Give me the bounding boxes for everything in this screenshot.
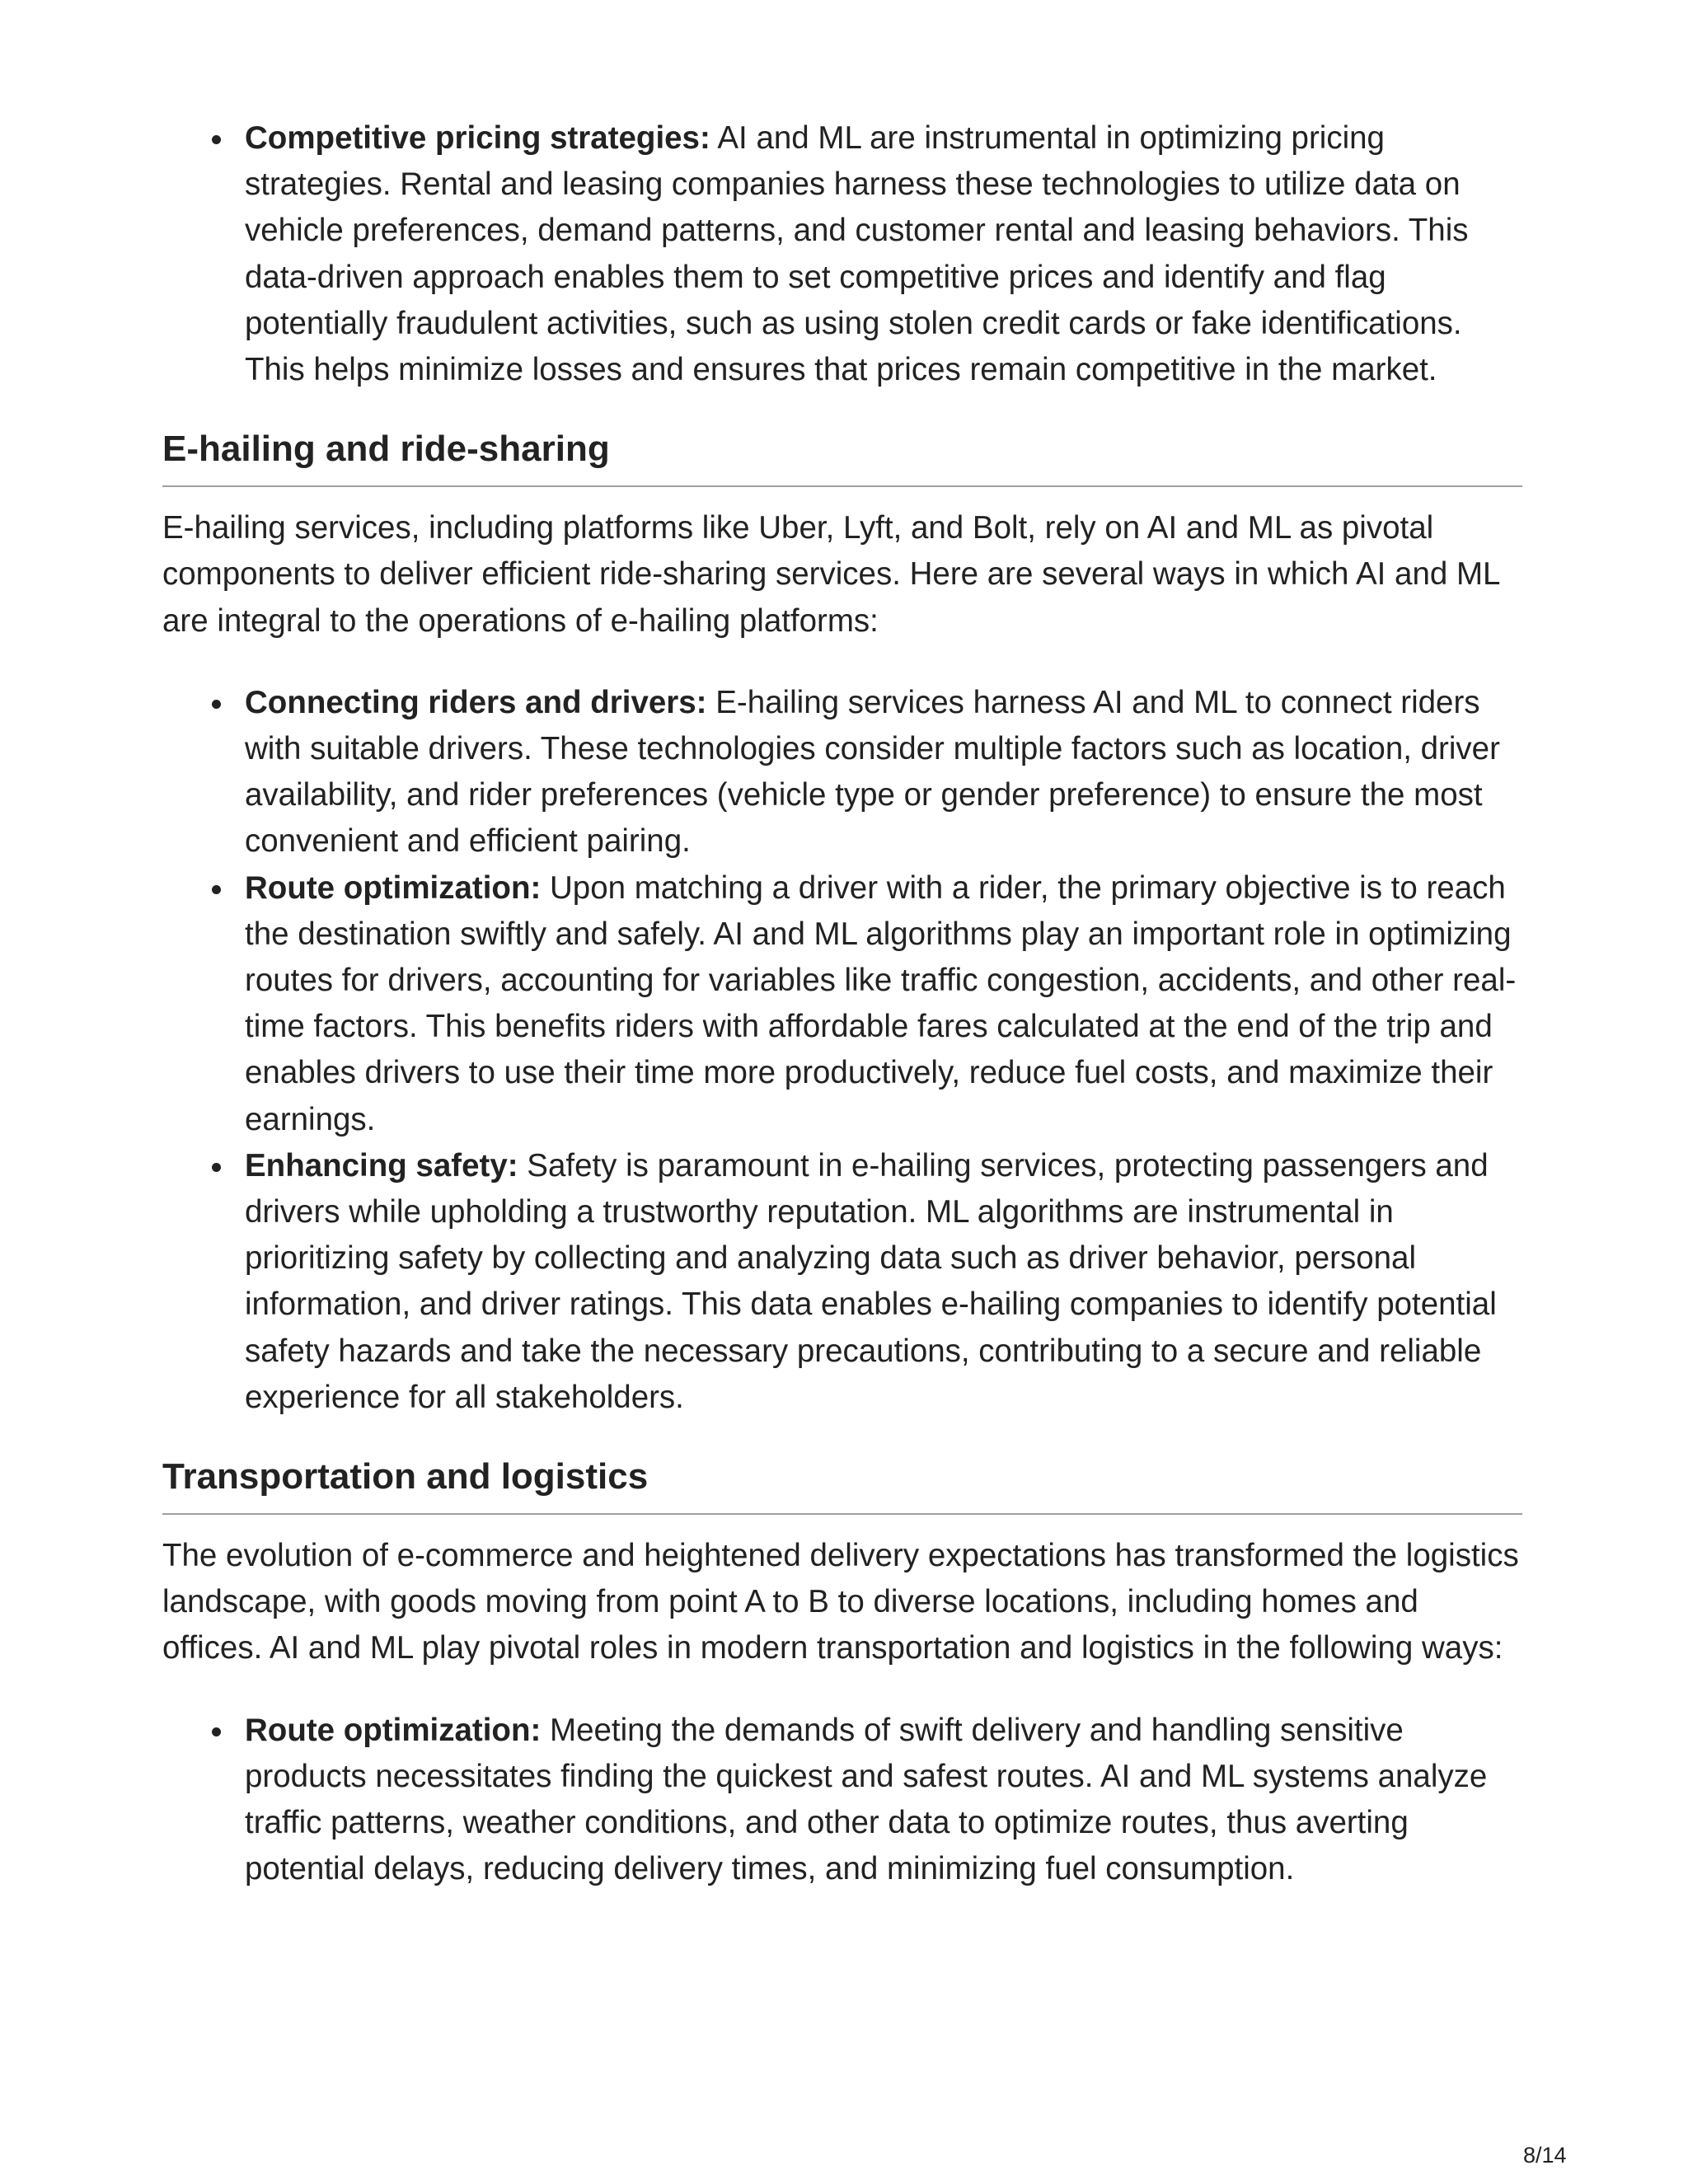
page-number: 8/14 [1523,2143,1567,2168]
list-item-text: Safety is paramount in e-hailing services, protecting passengers and drivers while upholding a trustworthy reputation. ML algorithms are instrumental in prioritizing safety by collecting and analyzing data such as driver behavior, personal information, and driver ratings. This data enables e-hailing companies to identify potential safety hazards and take the necessary precautions, contributing to a secure and reliable experience for all stakeholders. [245,1147,1497,1415]
list-item-text: Upon matching a driver with a rider, the primary objective is to reach the destination swiftly and safely. AI and ML algorithms play an important role in optimizing routes for drivers, accounting for variables like traffic congestion, accidents, and other real-time factors. This benefits riders with affordable fares calculated at the end of the trip and enables drivers to use their time more productively, reduce fuel costs, and maximize their earnings. [245,869,1517,1137]
heading-divider [162,485,1522,487]
list-item-term: Competitive pricing strategies: [245,120,710,156]
list-item [162,865,1522,1143]
document-page [162,115,1522,1893]
list-item-term: Connecting riders and drivers: [245,684,707,720]
section-intro-ehailing: E-hailing services, including platforms like Uber, Lyft, and Bolt, rely on AI and ML as pivotal components to deliver efficient ride-sharing services. Here are several ways in which AI and ML are integral to the operations of e-hailing platforms: [162,510,1500,639]
section-heading-ehailing: E-hailing and ride-sharing [162,429,610,470]
list-item [162,680,1522,865]
list-item-term: Enhancing safety: [245,1147,518,1183]
heading-divider [162,1513,1522,1515]
list-item [162,1143,1522,1421]
list-item [162,115,1522,393]
bullet-list-transport [162,1708,1522,1893]
section-heading-transport: Transportation and logistics [162,1456,649,1497]
list-item [162,1708,1522,1893]
list-item-term: Route optimization: [245,869,542,906]
list-item-text: Meeting the demands of swift delivery and handling sensitive products necessitates finding the quickest and safest routes. AI and ML systems analyze traffic patterns, weather conditions, and other data to optimize routes, thus averting potential delays, reducing delivery times, and minimizing fuel consumption. [245,1712,1488,1887]
list-item-text: AI and ML are instrumental in optimizing pricing strategies. Rental and leasing companies harness these technologies to utilize data on vehicle preferences, demand patterns, and customer rental and leasing behaviors. This data-driven approach enables them to set competitive prices and identify and flag potentially fraudulent activities, such as using stolen credit cards or fake identifications. This helps minimize losses and ensures that prices remain competitive in the market. [245,120,1469,388]
section-intro-transport: The evolution of e-commerce and heightened delivery expectations has transformed the logistics landscape, with goods moving from point A to B to diverse locations, including homes and offices. AI and ML play pivotal roles in modern transportation and logistics in the following ways: [162,1538,1519,1666]
bullet-list-pricing [162,115,1522,393]
list-item-text: E-hailing services harness AI and ML to connect riders with suitable drivers. These technologies consider multiple factors such as location, driver availability, and rider preferences (vehicle type or gender preference) to ensure the most convenient and efficient pairing. [245,684,1500,860]
bullet-list-ehailing [162,680,1522,1421]
list-item-term: Route optimization: [245,1712,542,1748]
